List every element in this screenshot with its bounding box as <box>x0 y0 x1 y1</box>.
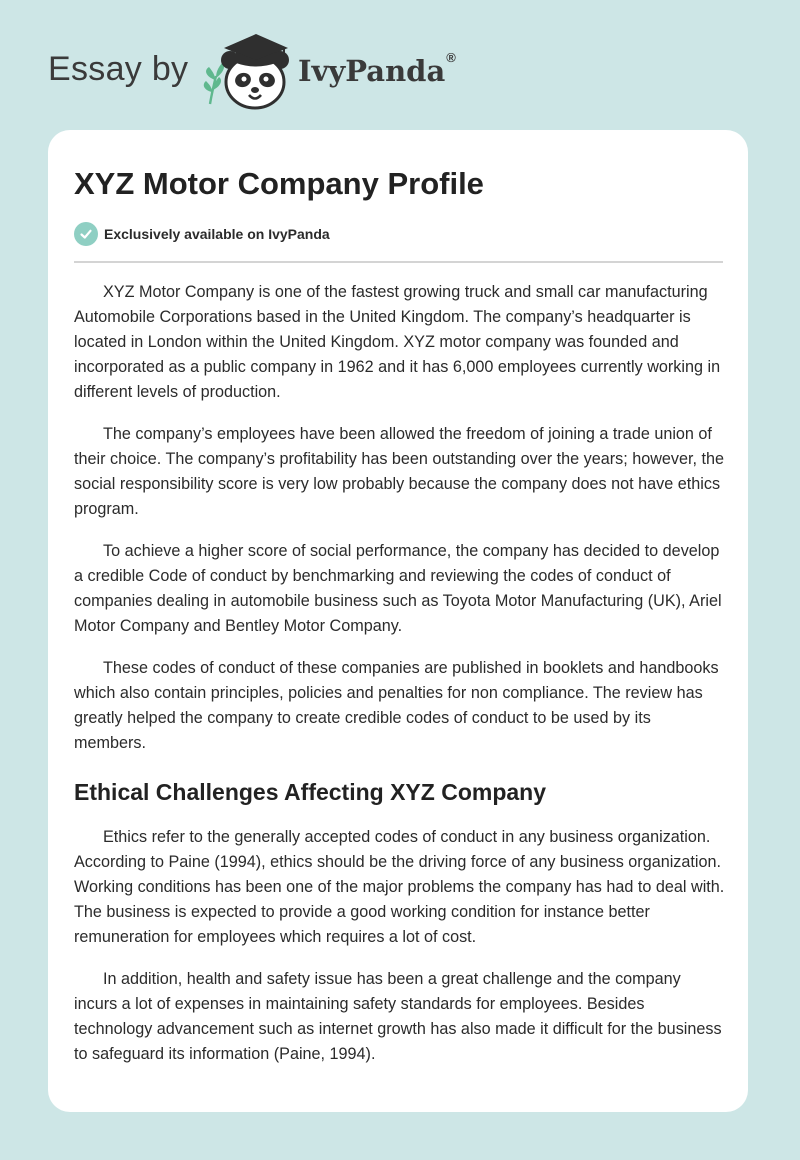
registered-mark: ® <box>446 50 456 66</box>
exclusive-badge <box>74 222 330 246</box>
article-card <box>48 130 748 1112</box>
check-circle-icon <box>74 222 98 246</box>
paragraph: XYZ Motor Company is one of the fastest growing truck and small car manufacturing Automobile Corporations based in the United Kingdom. The company’s headquarter is located in London within the United Kingdom. XYZ motor company was founded and incorporated as a public company in 1962 and it has 6,000 employees currently working in different levels of production. <box>74 283 721 401</box>
article-body <box>74 280 726 1084</box>
site-header <box>0 0 800 130</box>
divider <box>74 261 723 263</box>
paragraph: The company’s employees have been allowed the freedom of joining a trade union of their choice. The company’s profitability has been outstanding over the years; however, the social responsibility score is very low probably because the company does not have ethics program. <box>74 425 724 518</box>
paragraph: Ethics refer to the generally accepted codes of conduct in any business organization. According to Paine (1994), ethics should be the driving force of any business organization. Working conditions has been one of the major problems the company has had to deal with. The business is expected to provide a good working condition for instance better remuneration for employees which requires a lot of cost. <box>74 828 725 946</box>
brand-name[interactable] <box>298 50 456 88</box>
paragraph: To achieve a higher score of social performance, the company has decided to develop a credible Code of conduct by benchmarking and reviewing the codes of conduct of companies dealing in automobile business such as Toyota Motor Manufacturing (UK), Ariel Motor Company and Bentley Motor Company. <box>74 542 722 635</box>
section-heading: Ethical Challenges Affecting XYZ Company <box>74 779 547 805</box>
page-title: XYZ Motor Company Profile <box>74 166 484 201</box>
panda-graduate-icon[interactable] <box>200 30 296 112</box>
essay-by-label: Essay by <box>48 50 189 88</box>
exclusive-badge-label: Exclusively available on IvyPanda <box>104 226 330 242</box>
brand-name-text: IvyPanda <box>298 54 446 88</box>
paragraph: In addition, health and safety issue has been a great challenge and the company incurs a lot of expenses in maintaining safety standards for employees. Besides technology advancement such as internet growth has also made it difficult for the business to safeguard its information (Paine, 1994). <box>74 970 722 1063</box>
paragraph: These codes of conduct of these companies are published in booklets and handbooks which also contain principles, policies and penalties for non compliance. The review has greatly helped the company to create credible codes of conduct to be used by its members. <box>74 659 719 752</box>
